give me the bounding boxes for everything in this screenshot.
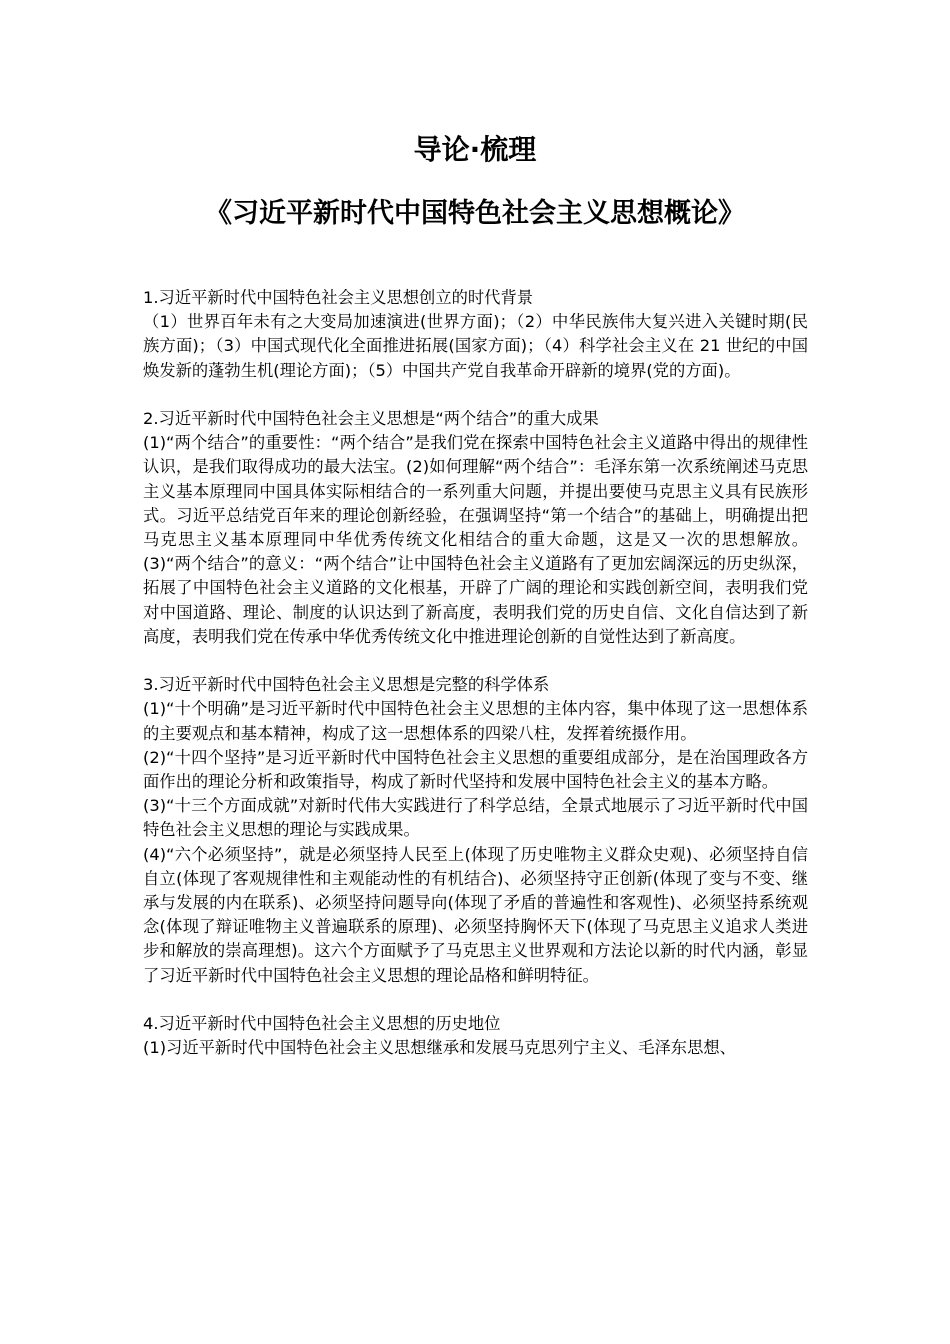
document-body: [143, 286, 808, 1085]
section-heading: 2.习近平新时代中国特色社会主义思想是“两个结合”的重大成果: [143, 409, 599, 428]
section-4: [143, 1012, 808, 1060]
section-1: [143, 286, 808, 383]
section-2: [143, 407, 808, 649]
section-paragraph: (1)习近平新时代中国特色社会主义思想继承和发展马克思列宁主义、毛泽东思想、: [143, 1038, 736, 1058]
document-title: 导论·梳理: [413, 133, 537, 166]
section-heading: 1.习近平新时代中国特色社会主义思想创立的时代背景: [143, 288, 534, 307]
section-paragraph: (4)“六个必须坚持”，就是必须坚持人民至上(体现了历史唯物主义群众史观)、必须坚持自信自立(体现了客观规律性和主观能动性的有机结合)、必须坚持守正创新(体现了变与不变、继承与发展的内在联系)、必须坚持问题导向(体现了矛盾的普遍性和客观性)、必须坚持系统观念(体现了辩证唯物主义普遍联系的原理)、必须坚持胸怀天下(体现了马克思主义追求人类进步和解放的崇高理想)。这六个方面赋予了马克思主义世界观和方法论以新的时代内涵，彰显了习近平新时代中国特色社会主义思想的理论品格和鲜明特征。: [143, 844, 808, 985]
section-heading: 3.习近平新时代中国特色社会主义思想是完整的科学体系: [143, 675, 550, 695]
document-subtitle: 《习近平新时代中国特色社会主义思想概论》: [205, 198, 745, 229]
section-3: [143, 673, 808, 988]
section-paragraph: （1）世界百年未有之大变局加速演进(世界方面)；（2）中华民族伟大复兴进入关键时期(民族方面)；（3）中国式现代化全面推进拓展(国家方面)；（4）科学社会主义在 21 世纪的中国焕发新的蓬勃生机(理论方面)；（5）中国共产党自我革命开辟新的境界(党的方面)。: [143, 312, 808, 380]
section-heading: 4.习近平新时代中国特色社会主义思想的历史地位: [143, 1014, 501, 1034]
section-paragraph: (2)“十四个坚持”是习近平新时代中国特色社会主义思想的重要组成部分，是在治国理政各方面作出的理论分析和政策指导，构成了新时代坚持和发展中国特色社会主义的基本方略。: [143, 747, 808, 792]
section-paragraph: (1)“两个结合”的重要性：“两个结合”是我们党在探索中国特色社会主义道路中得出的规律性认识，是我们取得成功的最大法宝。(2)如何理解“两个结合”：毛泽东第一次系统阐述马克思主义基本原理同中国具体实际相结合的一系列重大问题，并提出要使马克思主义具有民族形式。习近平总结党百年来的理论创新经验，在强调坚持“第一个结合”的基础上，明确提出把马克思主义基本原理同中华优秀传统文化相结合的重大命题，这是又一次的思想解放。(3)“两个结合”的意义：“两个结合”让中国特色社会主义道路有了更加宏阔深远的历史纵深，拓展了中国特色社会主义道路的文化根基，开辟了广阔的理论和实践创新空间，表明我们党对中国道路、理论、制度的认识达到了新高度，表明我们党的历史自信、文化自信达到了新高度，表明我们党在传承中华优秀传统文化中推进理论创新的自觉性达到了新高度。: [143, 433, 808, 646]
section-paragraph: (3)“十三个方面成就”对新时代伟大实践进行了科学总结，全景式地展示了习近平新时代中国特色社会主义思想的理论与实践成果。: [143, 796, 808, 840]
section-paragraph: (1)“十个明确”是习近平新时代中国特色社会主义思想的主体内容，集中体现了这一思想体系的主要观点和基本精神，构成了这一思想体系的四梁八柱，发挥着统摄作用。: [143, 699, 808, 743]
